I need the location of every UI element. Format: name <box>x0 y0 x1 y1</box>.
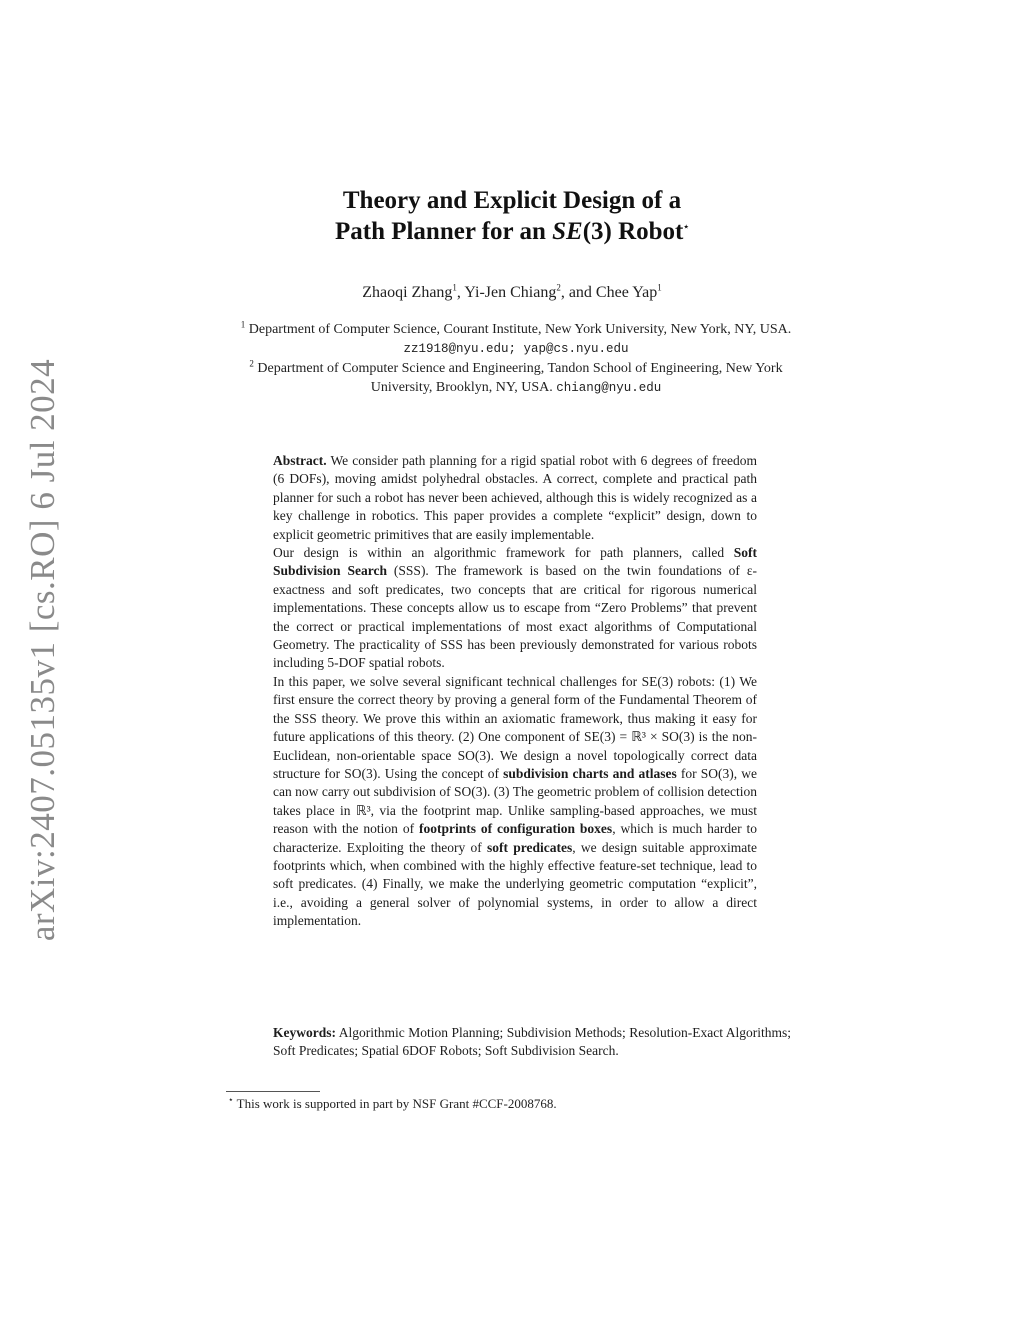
author-3-affil: 1 <box>657 282 662 293</box>
abstract <box>273 452 757 931</box>
footnote-text: This work is supported in part by NSF Grant #CCF-2008768. <box>236 1096 557 1111</box>
author-1: Zhaoqi Zhang <box>362 284 453 301</box>
affiliation-1-text: Department of Computer Science, Courant Institute, New York University, New York, NY, USA. <box>248 322 792 337</box>
paper-title <box>0 185 1024 247</box>
affiliation-2 <box>226 359 806 398</box>
abstract-p2-text-a: Our design is within an algorithmic framework for path planners, called <box>273 545 725 561</box>
footnote <box>228 1096 557 1112</box>
abstract-paragraph-1 <box>273 452 757 544</box>
affiliations <box>226 320 806 398</box>
abstract-p1-text: We consider path planning for a rigid spatial robot with 6 degrees of freedom (6 DOFs), moving amidst polyhedral obstacles. A correct, complete and practical path planner for such a robot has never been achieved, although this is widely recognized as a key challenge in robotics. This paper provides a complete “explicit” design, down to explicit geometric primitives that are easily implementable. <box>273 453 757 542</box>
keywords-text: Algorithmic Motion Planning; Subdivision Methods; Resolution-Exact Algorithms; Soft Predicates; Spatial 6DOF Robots; Soft Subdivision Search. <box>273 1025 792 1059</box>
author-list: Zhaoqi Zhang$^1$, Yi-Jen Chiang$^2$, and Chee Yap$^1$ <box>362 282 662 301</box>
abstract-p3-text-a: In this paper, we solve several significant technical challenges for SE(3) robots: (1) We first ensure the correct theory by proving a general form of the Fundamental Theorem of the SSS theory. We prove this within an axiomatic framework, thus making it easy for future applications of this theory. (2) One component of SE(3) = ℝ³ × SO(3) is the non-Euclidean, non-orientable space SO(3). We design a novel topologically correct data structure for SO(3). Using the concept of <box>273 673 757 781</box>
abstract-p3-text-c: , which is much harder to characterize. Exploiting the theory of <box>273 821 758 855</box>
abstract-p2-text-b: (SSS). The framework is based on the twin foundations of ε-exactness and soft predicates, two concepts that are critical for rigorous numerical implementations. These concepts allow us to escape from “Zero Problems” that prevent the correct or practical implementations of most exact algorithms of Computational Geometry. The practicality of SSS has been previously demonstrated for various robots including 5-DOF spatial robots. <box>273 563 758 671</box>
title-star: ⋆ <box>683 221 690 232</box>
title-line-2 <box>0 216 1024 247</box>
abstract-p3-text-b: for SO(3), we can now carry out subdivision of SO(3). (3) The geometric problem of collision detection takes place in ℝ³, via the footprint map. Unlike sampling-based approaches, we must reason with the notion of <box>273 765 758 837</box>
abstract-p3-bold-3: soft predicates <box>487 839 573 855</box>
title-line-2-pre: Path Planner for an <box>334 218 553 245</box>
affiliation-1-email: zz1918@nyu.edu; yap@cs.nyu.edu <box>403 342 629 356</box>
affiliation-2-text: Department of Computer Science and Engineering, Tandon School of Engineering, New York University, Brooklyn, NY, USA. <box>257 361 783 395</box>
author-3: and Chee Yap <box>568 284 658 301</box>
title-math: SE <box>552 218 583 245</box>
title-line-1: Theory and Explicit Design of a <box>342 187 682 214</box>
author-2-affil: 2 <box>556 282 561 293</box>
keywords <box>273 1024 791 1061</box>
abstract-p3-text-d: , we design suitable approximate footprints which, when combined with the highly effective feature-set technique, lead to soft predicates. (4) Finally, we make the underlying geometric computation “explicit”, i.e., avoiding a general solver of polynomial systems, in order to allow a direct implementation. <box>273 839 758 929</box>
abstract-p3-bold-2: footprints of configuration boxes <box>418 821 613 837</box>
abstract-p2-bold: Soft Subdivision Search <box>273 545 758 579</box>
affiliation-1 <box>226 320 806 359</box>
keywords-label: Keywords: <box>273 1025 336 1040</box>
author-1-affil: 1 <box>452 282 457 293</box>
footnote-mark: ⋆ <box>228 1094 234 1105</box>
affiliation-2-email: chiang@nyu.edu <box>556 381 662 395</box>
abstract-paragraph-3 <box>273 673 757 931</box>
affiliation-1-num: 1 <box>240 319 246 330</box>
footnote-divider <box>226 1091 320 1092</box>
arxiv-side-stamp: arXiv:2407.05135v1 [cs.RO] 6 Jul 2024 <box>23 358 62 942</box>
abstract-p3-bold-1: subdivision charts and atlases <box>503 765 677 781</box>
author-2: Yi-Jen Chiang <box>464 284 557 301</box>
affiliation-2-num: 2 <box>249 358 254 369</box>
abstract-paragraph-2 <box>273 544 757 673</box>
title-line-2-post: (3) Robot <box>582 218 684 245</box>
abstract-label: Abstract. <box>273 453 327 468</box>
